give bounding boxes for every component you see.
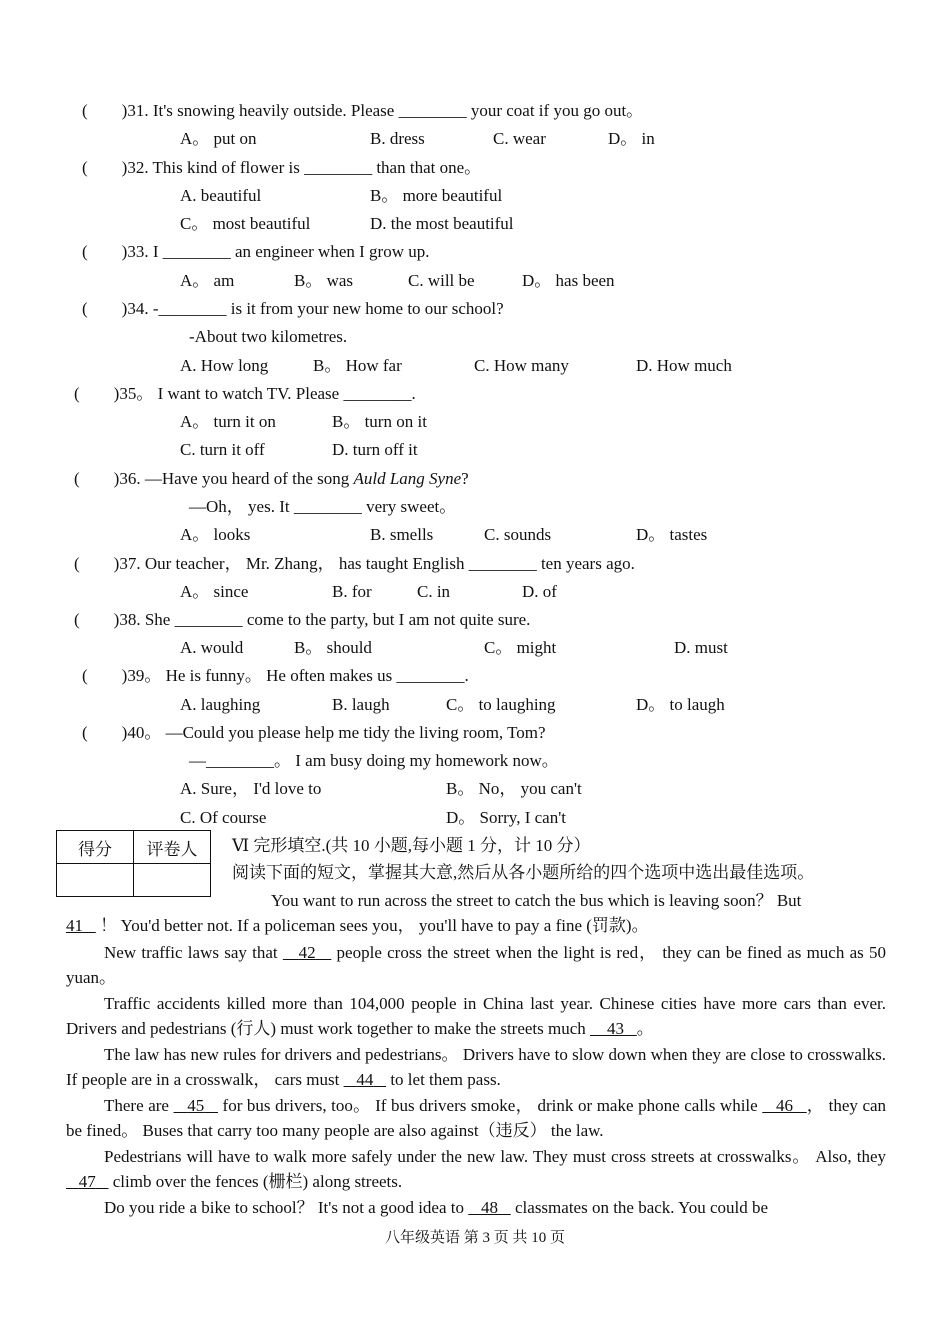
blank-47: 47 xyxy=(78,1172,96,1192)
answer-paren: ( ) xyxy=(82,101,128,120)
question-34 xyxy=(82,298,504,320)
question-stem: 34. -________ is it from your new home to our school? xyxy=(127,299,504,318)
question-35 xyxy=(74,383,416,405)
question-stem: 35。 I want to watch TV. Please ________. xyxy=(119,384,416,403)
answer-paren: ( ) xyxy=(74,384,120,403)
blank-44: 44 xyxy=(356,1070,374,1090)
question-33 xyxy=(82,241,429,263)
question-stem: 38. She ________ come to the party, but I am not quite sure. xyxy=(119,610,531,629)
answer-paren: ( ) xyxy=(74,469,120,488)
grader-cell xyxy=(134,864,211,897)
passage-p1-rest: ！ You'd better not. If a policeman sees you， you'll have to pay a fine (罚款)。 xyxy=(100,916,649,935)
dialogue-line: —Oh， yes. It ________ very sweet。 xyxy=(189,497,457,516)
option-b: B。 should xyxy=(294,638,372,657)
question-stem: 31. It's snowing heavily outside. Please ________ your coat if you go out。 xyxy=(127,101,644,120)
option-a: A. would xyxy=(180,638,244,657)
answer-paren: ( ) xyxy=(82,666,128,685)
passage-p4: The law has new rules for drivers and pedestrians。 Drivers have to slow down when they are close to crosswalks. If people are in a crosswalk， cars must 44 to let them pass. xyxy=(66,1045,886,1090)
option-b: B. for xyxy=(332,582,372,601)
grader-label: 评卷人 xyxy=(134,831,211,864)
passage-p3: Traffic accidents killed more than 104,000 people in China last year. Chinese cities have more cars than ever. Drivers and pedestrians (行人) must work together to make the streets much 43 。 xyxy=(66,994,886,1039)
section-title: Ⅵ 完形填空.(共 10 小题,每小题 1 分，计 10 分） xyxy=(232,836,591,855)
option-d: D. the most beautiful xyxy=(370,214,514,233)
question-40 xyxy=(82,722,546,744)
blank-41: 41 xyxy=(66,916,83,935)
question-stem: 39。 He is funny。 He often makes us ________. xyxy=(127,666,469,685)
option-c: C. sounds xyxy=(484,525,552,544)
option-b: B。 turn on it xyxy=(332,412,427,431)
option-b: B。 more beautiful xyxy=(370,186,503,205)
option-c: C。 to laughing xyxy=(446,695,556,714)
option-d: D. must xyxy=(674,638,728,657)
option-a: A。 looks xyxy=(180,525,251,544)
question-stem: 36. —Have you heard of the song xyxy=(119,469,354,488)
passage-p2: New traffic laws say that 42 people cross the street when the light is red， they can be fined as much as 50 yuan。 xyxy=(66,943,886,988)
option-a: A。 turn it on xyxy=(180,412,276,431)
question-stem-end: ? xyxy=(461,469,469,488)
passage-p1-line2 xyxy=(66,915,649,937)
option-b: B. smells xyxy=(370,525,434,544)
option-c: C。 might xyxy=(484,638,557,657)
option-c: C. Of course xyxy=(180,808,267,827)
question-stem: 37. Our teacher， Mr. Zhang， has taught English ________ ten years ago. xyxy=(119,554,635,573)
option-c: C. will be xyxy=(408,271,475,290)
option-a: A. How long xyxy=(180,356,269,375)
option-d: D. turn off it xyxy=(332,440,418,459)
dialogue-line: —________。 I am busy doing my homework now。 xyxy=(189,751,559,770)
option-b: B. laugh xyxy=(332,695,390,714)
passage-p6: Pedestrians will have to walk more safely under the new law. They must cross streets at crosswalks。 Also, they 47 climb over the fences (栅栏) along streets. xyxy=(66,1144,886,1194)
score-cell xyxy=(57,864,134,897)
option-d: D. How much xyxy=(636,356,732,375)
blank-43: 43 xyxy=(607,1019,625,1039)
option-a: A. beautiful xyxy=(180,186,262,205)
option-b: B。 How far xyxy=(313,356,402,375)
question-stem: 32. This kind of flower is ________ than that one。 xyxy=(127,158,482,177)
option-b: B. dress xyxy=(370,129,425,148)
question-stem: 33. I ________ an engineer when I grow up. xyxy=(127,242,430,261)
question-38 xyxy=(74,609,530,631)
passage-p5: There are 45 for bus drivers, too。 If bus drivers smoke， drink or make phone calls while 46 ， they can be fined。 Buses that carry too many people are also against（违反） the law. xyxy=(66,1096,887,1141)
option-d: D。 tastes xyxy=(636,525,708,544)
answer-paren: ( ) xyxy=(82,242,128,261)
question-36 xyxy=(74,468,469,490)
answer-paren: ( ) xyxy=(74,610,120,629)
passage-p7: Do you ride a bike to school？ It's not a good idea to 48 classmates on the back. You could be xyxy=(104,1198,769,1217)
blank-45: 45 xyxy=(187,1096,205,1115)
blank-48: 48 xyxy=(481,1198,498,1217)
dialogue-line: -About two kilometres. xyxy=(189,327,348,346)
option-a: A。 put on xyxy=(180,129,257,148)
question-31 xyxy=(82,100,643,122)
blank-46: 46 xyxy=(776,1096,793,1115)
score-box xyxy=(56,830,211,897)
answer-paren: ( ) xyxy=(74,554,120,573)
answer-paren: ( ) xyxy=(82,158,128,177)
page-footer: 八年级英语 第 3 页 共 10 页 xyxy=(384,1230,565,1246)
question-stem: 40。 —Could you please help me tidy the living room, Tom? xyxy=(127,723,546,742)
option-b: B。 No， you can't xyxy=(446,779,582,798)
option-a: A。 am xyxy=(180,271,235,290)
answer-paren: ( ) xyxy=(82,723,128,742)
section-instruction: 阅读下面的短文，掌握其大意,然后从各小题所给的四个选项中选出最佳选项。 xyxy=(232,863,815,882)
option-c: C。 most beautiful xyxy=(180,214,311,233)
option-b: B。 was xyxy=(294,271,354,290)
blank-42: 42 xyxy=(298,943,316,962)
passage-p1-first: You want to run across the street to catch the bus which is leaving soon？ But xyxy=(271,891,802,910)
option-c: C. turn it off xyxy=(180,440,265,459)
option-d: D。 to laugh xyxy=(636,695,725,714)
option-d: D。 has been xyxy=(522,271,615,290)
question-32 xyxy=(82,157,481,179)
option-c: C. wear xyxy=(493,129,546,148)
question-37 xyxy=(74,553,635,575)
song-title: Auld Lang Syne xyxy=(353,469,462,488)
option-a: A. laughing xyxy=(180,695,261,714)
answer-paren: ( ) xyxy=(82,299,128,318)
question-39 xyxy=(82,665,469,687)
option-c: C. How many xyxy=(474,356,569,375)
option-d: D. of xyxy=(522,582,557,601)
option-a: A。 since xyxy=(180,582,249,601)
option-c: C. in xyxy=(417,582,451,601)
score-label: 得分 xyxy=(57,831,134,864)
option-d: D。 in xyxy=(608,129,655,148)
option-a: A. Sure， I'd love to xyxy=(180,779,322,798)
option-d: D。 Sorry, I can't xyxy=(446,808,566,827)
